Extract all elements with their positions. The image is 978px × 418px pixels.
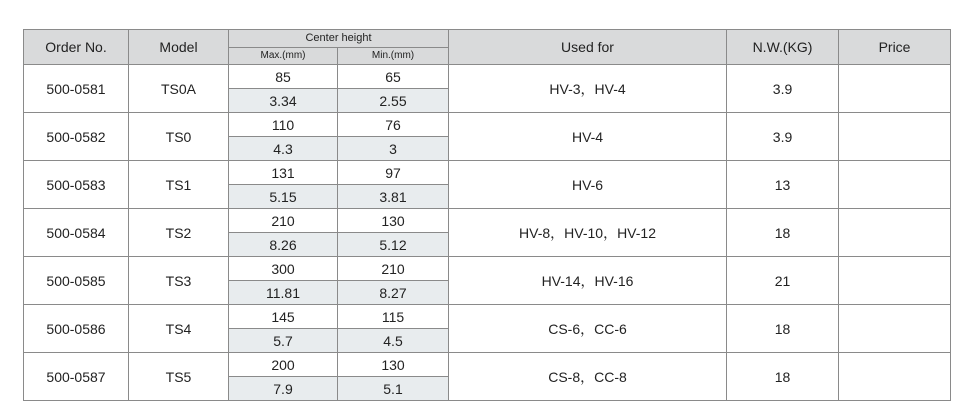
table-row xyxy=(24,209,951,233)
min-mm-cell: 115 xyxy=(338,305,449,329)
table-row xyxy=(24,161,951,185)
max-in-cell: 3.34 xyxy=(229,89,338,113)
min-in-cell: 4.5 xyxy=(338,329,449,353)
model-cell: TS0 xyxy=(129,113,229,161)
max-mm-cell: 200 xyxy=(229,353,338,377)
model-cell: TS4 xyxy=(129,305,229,353)
price-cell xyxy=(839,305,951,353)
model-cell: TS0A xyxy=(129,65,229,113)
min-in-cell: 3.81 xyxy=(338,185,449,209)
max-in-cell: 5.7 xyxy=(229,329,338,353)
max-mm-cell: 300 xyxy=(229,257,338,281)
used-for-cell: HV-6 xyxy=(449,161,727,209)
max-in-cell: 7.9 xyxy=(229,377,338,401)
min-in-cell: 5.12 xyxy=(338,233,449,257)
used-for-cell: HV-14，HV-16 xyxy=(449,257,727,305)
min-mm-cell: 130 xyxy=(338,209,449,233)
min-in-cell: 3 xyxy=(338,137,449,161)
nw-cell: 3.9 xyxy=(727,113,839,161)
table-row xyxy=(24,305,951,329)
order-no-cell: 500-0583 xyxy=(24,161,129,209)
used-for-cell: HV-4 xyxy=(449,113,727,161)
used-for-cell: HV-3，HV-4 xyxy=(449,65,727,113)
nw-cell: 3.9 xyxy=(727,65,839,113)
min-in-cell: 2.55 xyxy=(338,89,449,113)
header-center-height: Center height xyxy=(229,30,449,48)
nw-cell: 18 xyxy=(727,209,839,257)
max-in-cell: 8.26 xyxy=(229,233,338,257)
model-cell: TS5 xyxy=(129,353,229,401)
model-cell: TS3 xyxy=(129,257,229,305)
nw-cell: 21 xyxy=(727,257,839,305)
used-for-cell: CS-8，CC-8 xyxy=(449,353,727,401)
header-max: Max.(mm) xyxy=(229,47,338,65)
min-mm-cell: 97 xyxy=(338,161,449,185)
order-no-cell: 500-0584 xyxy=(24,209,129,257)
header-min: Min.(mm) xyxy=(338,47,449,65)
table-row xyxy=(24,257,951,281)
max-mm-cell: 131 xyxy=(229,161,338,185)
nw-cell: 18 xyxy=(727,305,839,353)
model-cell: TS2 xyxy=(129,209,229,257)
table-row xyxy=(24,353,951,377)
max-in-cell: 5.15 xyxy=(229,185,338,209)
price-cell xyxy=(839,209,951,257)
order-no-cell: 500-0587 xyxy=(24,353,129,401)
max-mm-cell: 110 xyxy=(229,113,338,137)
spec-table xyxy=(23,29,951,401)
max-in-cell: 4.3 xyxy=(229,137,338,161)
max-in-cell: 11.81 xyxy=(229,281,338,305)
order-no-cell: 500-0582 xyxy=(24,113,129,161)
header-price: Price xyxy=(839,30,951,65)
max-mm-cell: 85 xyxy=(229,65,338,89)
model-cell: TS1 xyxy=(129,161,229,209)
table-row xyxy=(24,113,951,137)
order-no-cell: 500-0586 xyxy=(24,305,129,353)
nw-cell: 13 xyxy=(727,161,839,209)
table-row xyxy=(24,65,951,89)
header-model: Model xyxy=(129,30,229,65)
min-mm-cell: 130 xyxy=(338,353,449,377)
min-in-cell: 8.27 xyxy=(338,281,449,305)
min-mm-cell: 76 xyxy=(338,113,449,137)
price-cell xyxy=(839,353,951,401)
max-mm-cell: 210 xyxy=(229,209,338,233)
header-nw: N.W.(KG) xyxy=(727,30,839,65)
min-mm-cell: 210 xyxy=(338,257,449,281)
header-order-no: Order No. xyxy=(24,30,129,65)
price-cell xyxy=(839,161,951,209)
used-for-cell: CS-6，CC-6 xyxy=(449,305,727,353)
price-cell xyxy=(839,257,951,305)
min-in-cell: 5.1 xyxy=(338,377,449,401)
price-cell xyxy=(839,113,951,161)
order-no-cell: 500-0581 xyxy=(24,65,129,113)
min-mm-cell: 65 xyxy=(338,65,449,89)
header-used-for: Used for xyxy=(449,30,727,65)
used-for-cell: HV-8，HV-10，HV-12 xyxy=(449,209,727,257)
nw-cell: 18 xyxy=(727,353,839,401)
max-mm-cell: 145 xyxy=(229,305,338,329)
price-cell xyxy=(839,65,951,113)
order-no-cell: 500-0585 xyxy=(24,257,129,305)
